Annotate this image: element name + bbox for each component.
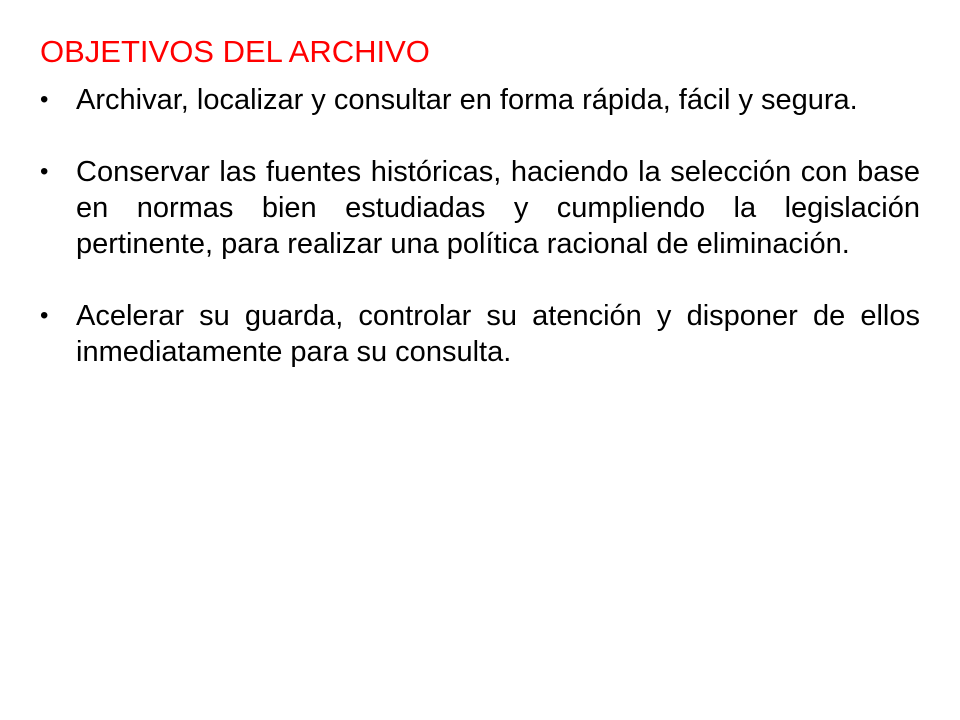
bullet-text: Archivar, localizar y consultar en forma rápida, fácil y segura. (76, 84, 858, 116)
bullet-text: Acelerar su guarda, controlar su atención y disponer de ellos inmediatamente para su consulta. (76, 300, 920, 368)
bullet-list (40, 82, 920, 370)
bullet-item-conservar (40, 154, 920, 262)
bullet-item-acelerar (40, 298, 920, 370)
bullet-dot-icon: • (40, 158, 49, 185)
slide-title: OBJETIVOS DEL ARCHIVO (40, 34, 430, 69)
bullet-dot-icon: • (40, 302, 49, 329)
bullet-dot-icon: • (40, 86, 49, 113)
bullet-item-archivar (40, 82, 920, 118)
bullet-text: Conservar las fuentes históricas, haciendo la selección con base en normas bien estudiadas y cumpliendo la legislación pertinente, para realizar una política racional de eliminación. (76, 156, 920, 260)
